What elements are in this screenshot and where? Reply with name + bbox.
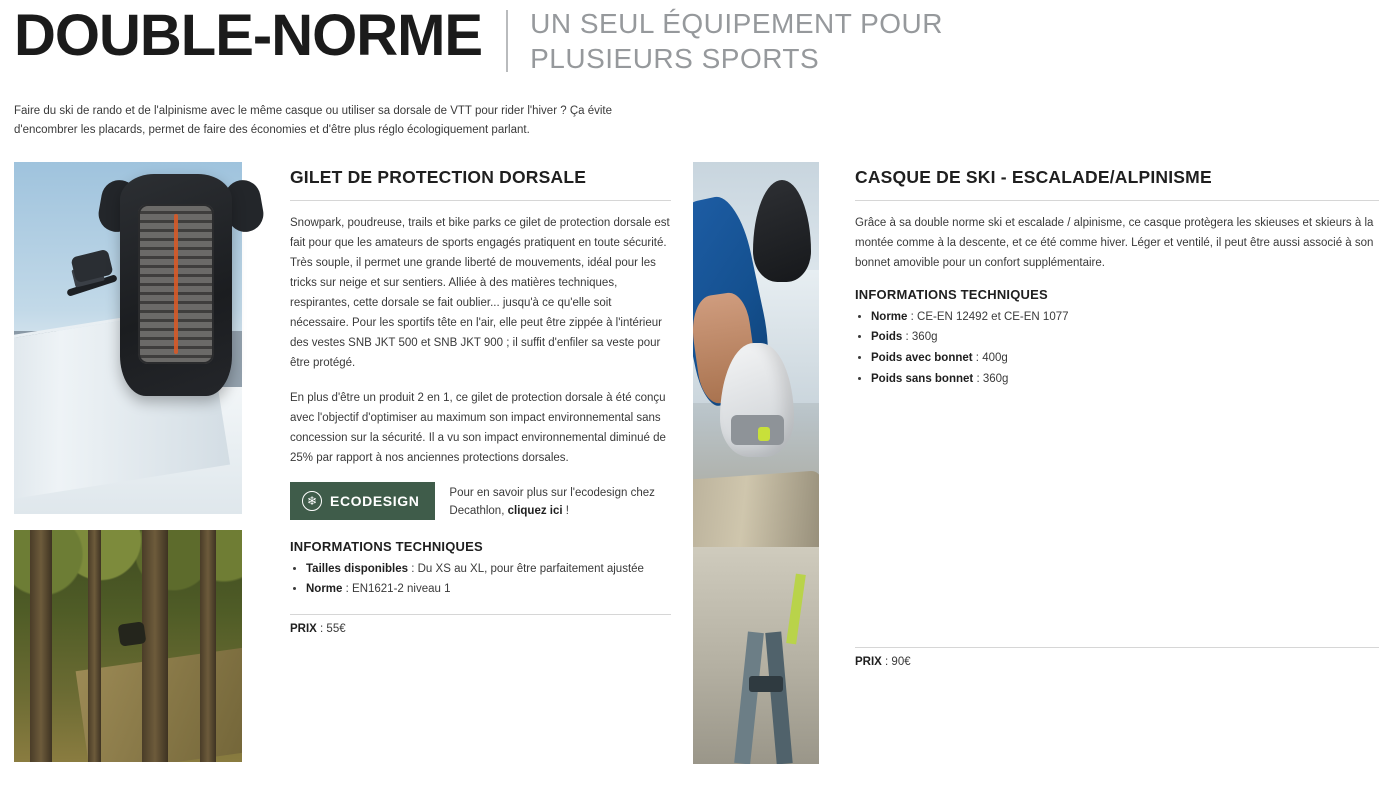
ecodesign-badge[interactable] [290, 482, 435, 520]
vest-text-column [242, 162, 671, 764]
vest-paragraph-1: Snowpark, poudreuse, trails et bike parks ce gilet de protection dorsale est fait pour que les amateurs de sports engagés pratiquent en toute sécurité. Très souple, il permet une grande liberté de mouvements, idéal pour les tricks sur neige et sur sentiers. Alliée à des matières techniques, respirantes, cette dorsale se fait oublier... jusqu'à ce qu'elle soit nécessaire. Pour les sportifs tête en l'air, elle peut être zippée à l'intérieur des vestes SNB JKT 500 et SNB JKT 900 ; il suffit d'enfiler sa veste pour être protégé. [290, 216, 670, 370]
title-divider [506, 10, 508, 72]
ecodesign-note [449, 482, 664, 521]
biker-figure [117, 621, 146, 646]
product-title-vest: GILET DE PROTECTION DORSALE [290, 166, 587, 187]
price-label: PRIX [290, 622, 317, 635]
leaf-icon: ❄ [302, 491, 322, 511]
content-columns [0, 140, 1379, 764]
helmet-paragraph-1: Grâce à sa double norme ski et escalade / alpinisme, ce casque protègera les skieuses et skieurs à la montée comme à la descente, et ce été comme hiver. Léger et ventilé, il peut être aussi associé à son bonnet amovible pour un confort supplémentaire. [855, 216, 1374, 269]
tree-trunk [30, 530, 52, 762]
title-rule [855, 200, 1379, 201]
vest-tech-list [290, 560, 671, 600]
tech-label: Norme [306, 583, 343, 596]
intro-paragraph: Faire du ski de rando et de l'alpinisme avec le même casque ou utiliser sa dorsale de VTT pour rider l'hiver ? Ça évite d'encombrer les placards, permet de faire des économies et d'être plus réglo écologiquement parlant. [14, 105, 612, 136]
list-item [871, 370, 1379, 390]
product-image-back-protector [98, 170, 266, 400]
vest-orange-stripe [174, 214, 178, 354]
tech-value: : 360g [902, 331, 938, 344]
photo-helmet-adjust [693, 162, 819, 764]
helmet-green-accent [758, 427, 769, 441]
tech-label: Poids sans bonnet [871, 372, 974, 385]
product-block-vest [14, 162, 671, 764]
tech-value: : 360g [973, 372, 1009, 385]
vest-price [290, 614, 671, 635]
vest-tech-title: INFORMATIONS TECHNIQUES [290, 538, 483, 554]
ecodesign-note-tail: ! [562, 505, 569, 518]
tech-value: : 400g [972, 352, 1008, 365]
helmet-visor [731, 415, 784, 445]
helmet-price [855, 647, 1379, 668]
helmet-text-column [819, 162, 1379, 764]
price-value: : 90€ [881, 656, 911, 669]
helmet-tech-list [855, 308, 1379, 389]
tech-label: Tailles disponibles [306, 562, 409, 575]
list-item [871, 308, 1379, 328]
ecodesign-note-lead: Pour en savoir plus sur l'ecodesign chez Decathlon, [449, 487, 655, 518]
product-block-helmet [693, 162, 1379, 764]
tech-label: Poids avec bonnet [871, 352, 973, 365]
tree-trunk [142, 530, 168, 762]
list-item [871, 349, 1379, 369]
ecodesign-note-link[interactable]: cliquez ici [507, 505, 563, 518]
backpack-buckle [749, 676, 783, 692]
price-value: : 55€ [316, 622, 346, 635]
list-item [306, 580, 671, 600]
list-item [306, 560, 671, 580]
ecodesign-row [290, 482, 671, 521]
helmet-tech-title: INFORMATIONS TECHNIQUES [855, 286, 1048, 302]
page-header [0, 0, 1379, 88]
tech-label: Poids [871, 331, 903, 344]
page-subtitle: UN SEUL ÉQUIPEMENT POUR PLUSIEURS SPORTS [530, 8, 943, 74]
product-title-helmet: CASQUE DE SKI - ESCALADE/ALPINISME [855, 166, 1212, 187]
ecodesign-label: ECODESIGN [330, 493, 420, 510]
photo-mountain-biker [14, 530, 242, 762]
list-item [871, 328, 1379, 348]
title-rule [290, 200, 671, 201]
tech-label: Norme [871, 310, 908, 323]
tree-trunk [88, 530, 101, 762]
price-label: PRIX [855, 656, 882, 669]
tech-value: : CE-EN 12492 et CE-EN 1077 [907, 310, 1069, 323]
tech-value: : Du XS au XL, pour être parfaitement ajustée [408, 562, 644, 575]
page-title: DOUBLE-NORME [14, 3, 483, 68]
tree-trunk [200, 530, 216, 762]
tech-value: : EN1621-2 niveau 1 [342, 583, 451, 596]
vest-paragraph-2: En plus d'être un produit 2 en 1, ce gilet de protection dorsale à été conçu avec l'objectif d'optimiser au maximum son impact environnemental sans concession sur la sécurité. Il a vu son impact environnemental diminué de 25% par rapport à nos anciennes protections dorsales. [290, 391, 666, 464]
vest-image-column [14, 162, 242, 764]
